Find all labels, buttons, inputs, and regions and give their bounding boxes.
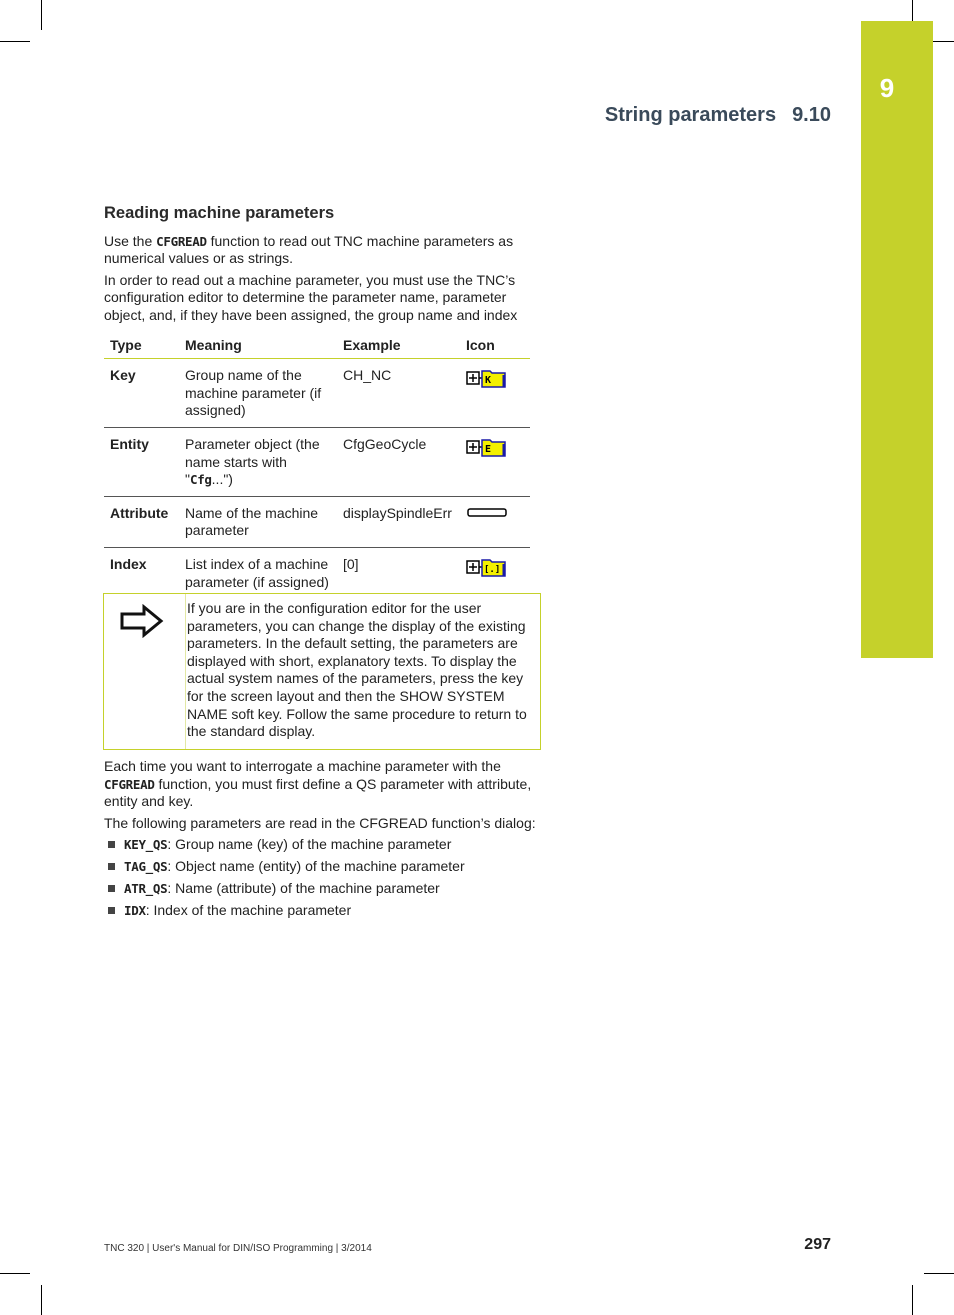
attribute-field-icon <box>466 505 510 521</box>
cell-type: Entity <box>104 427 179 496</box>
text-run: Each time you want to interrogate a machine parameter with the <box>104 758 501 774</box>
list-item-text: : Index of the machine parameter <box>145 902 352 919</box>
running-head <box>605 104 831 127</box>
footer-text: TNC 320 | User's Manual for DIN/ISO Programming | 3/2014 <box>104 1243 372 1254</box>
icon-letter: E <box>485 443 492 455</box>
crop-mark <box>41 0 42 30</box>
column-header: Icon <box>460 333 530 359</box>
cell-icon <box>460 359 530 428</box>
table-row <box>104 547 530 598</box>
cell-icon <box>460 427 530 496</box>
cell-example: [0] <box>343 555 359 572</box>
note-text: If you are in the configuration editor for the user parameters, you can change the display of the existing parameters. In the default setting, the parameters are displayed with short, explanatory texts. To display the actual system names of the parameters, press the key for the screen layout and then the SHOW SYSTEM NAME soft key. Follow the same procedure to return to the standard display. <box>187 600 527 740</box>
list-item <box>104 836 544 854</box>
index-folder-icon <box>466 556 508 578</box>
running-head-title: String parameters <box>604 104 777 126</box>
list-item-text: : Name (attribute) of the machine parameter <box>167 880 440 897</box>
bullet-square-icon <box>108 885 115 892</box>
text-run: function, you must first define a QS parameter with attribute, entity and key. <box>104 775 532 810</box>
text-run: ...") <box>211 471 233 488</box>
main-content <box>104 205 544 598</box>
column-header: Meaning <box>179 333 337 359</box>
cell-icon <box>460 547 530 598</box>
cell-meaning: List index of a machine parameter (if assigned) <box>185 555 329 590</box>
list-item <box>104 880 544 898</box>
cell-icon <box>460 496 530 547</box>
keyword: KEY_QS <box>124 837 168 853</box>
bullet-square-icon <box>108 907 115 914</box>
arrow-right-icon <box>120 604 164 643</box>
interrogate-paragraph <box>104 758 544 811</box>
keyword: ATR_QS <box>124 881 168 897</box>
crop-mark <box>0 41 30 42</box>
list-item-text: : Object name (entity) of the machine parameter <box>167 858 465 875</box>
intro-paragraph <box>104 233 544 268</box>
cell-example: CH_NC <box>337 359 460 428</box>
list-item <box>104 902 544 920</box>
keyword: TAG_QS <box>124 859 168 875</box>
list-item-text: : Group name (key) of the machine parameter <box>167 836 452 853</box>
cell-example: displaySpindleErr <box>337 496 460 547</box>
column-header: Type <box>104 333 179 359</box>
running-head-section: 9.10 <box>792 104 831 126</box>
entity-folder-icon <box>466 436 508 458</box>
parameter-list <box>104 836 544 920</box>
chapter-number: 9 <box>879 73 895 103</box>
note-divider <box>185 594 186 749</box>
text-run: Parameter object (the name starts with " <box>185 435 320 488</box>
list-item <box>104 858 544 876</box>
table-header-row <box>104 333 530 359</box>
page-number: 297 <box>804 1236 831 1253</box>
icon-letter: [.] <box>484 564 501 575</box>
note-box <box>103 593 541 750</box>
parameter-table <box>104 333 530 599</box>
keyword-cfgread: CFGREAD <box>156 233 207 249</box>
chapter-tab <box>861 21 933 658</box>
cell-type: Index <box>110 555 147 572</box>
table-row <box>104 496 530 547</box>
cell-meaning: Group name of the machine parameter (if assigned) <box>179 359 337 428</box>
section-heading: Reading machine parameters <box>104 204 335 222</box>
bullet-square-icon <box>108 841 115 848</box>
keyword-cfg: Cfg <box>189 472 212 488</box>
icon-letter: K <box>485 375 492 387</box>
crop-mark <box>0 1273 30 1274</box>
cell-example: CfgGeoCycle <box>337 427 460 496</box>
bullet-square-icon <box>108 863 115 870</box>
after-note-content <box>104 758 544 924</box>
crop-mark <box>912 1285 913 1315</box>
table-row <box>104 359 530 428</box>
keyword-cfgread: CFGREAD <box>104 776 155 792</box>
key-folder-icon <box>466 367 508 389</box>
cell-type: Key <box>104 359 179 428</box>
config-editor-paragraph: In order to read out a machine parameter, you must use the TNC’s configuration editor to determine the parameter name, parameter object, and, if they have been assigned, the group name and index <box>104 271 518 323</box>
cell-meaning <box>179 427 337 496</box>
text-run: Use the <box>104 232 157 249</box>
cell-meaning: Name of the machine parameter <box>179 496 337 547</box>
dialog-paragraph: The following parameters are read in the CFGREAD function’s dialog: <box>104 814 536 831</box>
crop-mark <box>41 1285 42 1315</box>
text-run: function to read out TNC machine parameters as numerical values or as strings. <box>104 232 514 267</box>
table-row <box>104 427 530 496</box>
keyword: IDX <box>124 903 146 919</box>
column-header: Example <box>337 333 460 359</box>
crop-mark <box>924 1273 954 1274</box>
cell-type: Attribute <box>104 496 179 547</box>
